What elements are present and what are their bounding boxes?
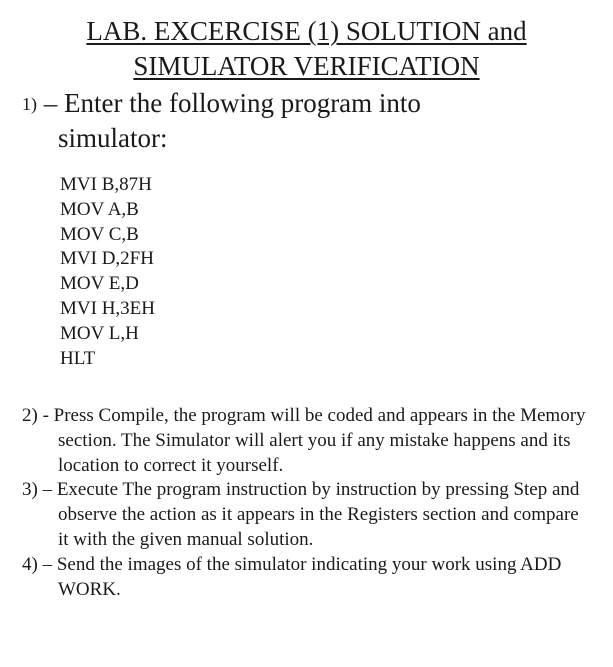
step-3: 3) – Execute The program instruction by instruction by pressing Step and observe the action as it appears in the Registers section and compare it with the given manual solution.	[22, 479, 580, 550]
program-line: MOV C,B	[60, 223, 139, 245]
program-line: MOV L,H	[60, 322, 139, 344]
step-2: 2) - Press Compile, the program will be coded and appears in the Memory section. The Simulator will alert you if any mistake happens and its location to correct it yourself.	[22, 405, 586, 476]
page-title-line-1: LAB. EXCERCISE (1) SOLUTION and	[86, 16, 527, 46]
program-line: MVI B,87H	[60, 174, 152, 195]
program-listing	[60, 173, 155, 371]
program-line: MOV A,B	[60, 198, 139, 220]
program-line: MVI H,3EH	[60, 297, 155, 319]
step-4: 4) – Send the images of the simulator indicating your work using ADD WORK.	[22, 553, 562, 600]
step-1-number: 1)	[22, 94, 37, 114]
step-1-text-line-1: – Enter the following program into	[43, 88, 421, 118]
program-line: MVI D,2FH	[60, 248, 154, 270]
program-line: MOV E,D	[60, 273, 139, 295]
page-title-line-2: SIMULATOR VERIFICATION	[133, 51, 480, 81]
step-1-text-line-2: simulator:	[58, 123, 168, 153]
program-line: HLT	[60, 347, 96, 369]
step-1	[22, 86, 582, 155]
instruction-steps	[22, 404, 592, 602]
